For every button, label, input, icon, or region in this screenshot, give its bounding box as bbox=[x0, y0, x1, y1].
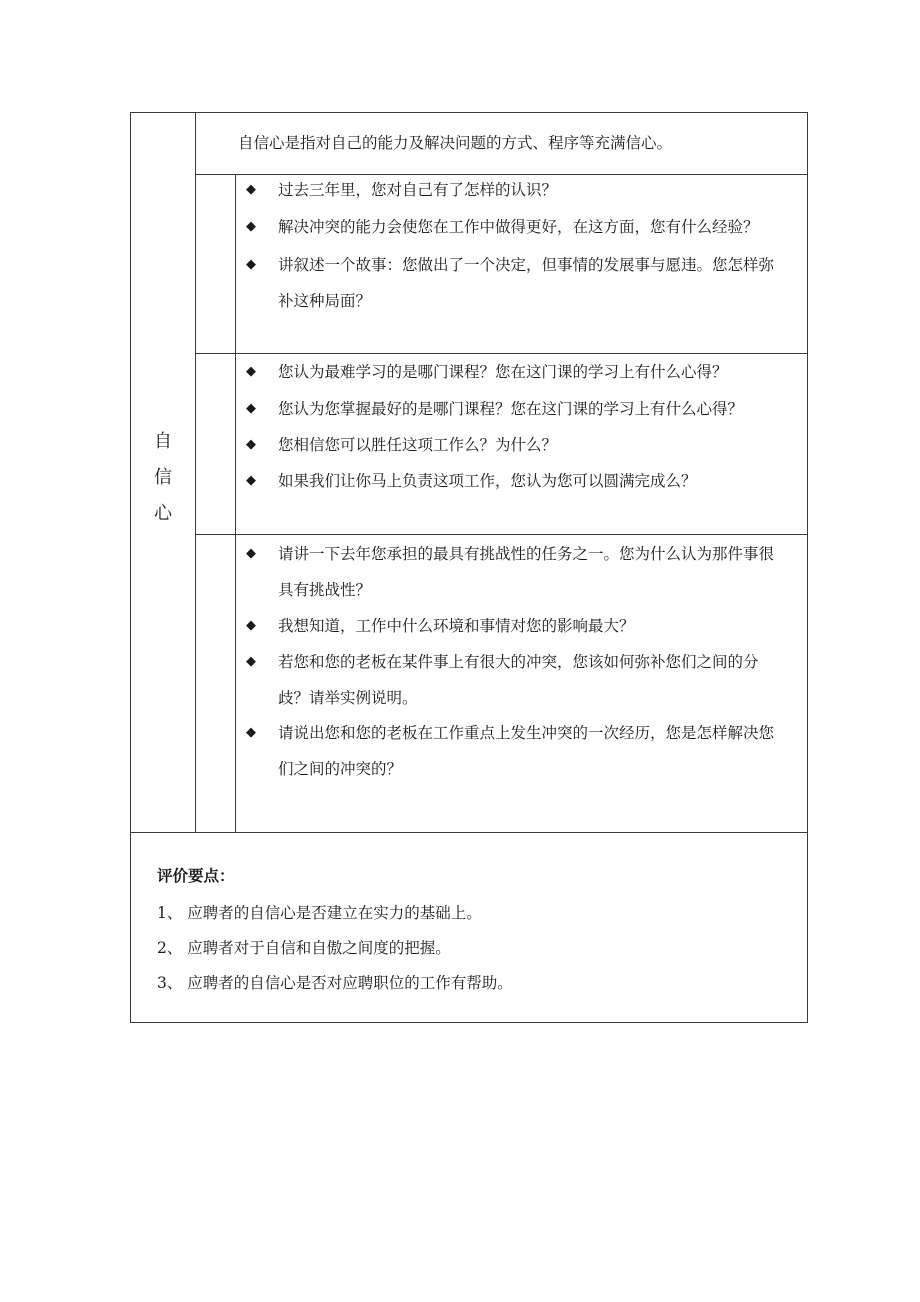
evaluation-point: 3、 应聘者的自信心是否对应聘职位的工作有帮助。 bbox=[157, 974, 513, 992]
diamond-bullet-icon: ◆ bbox=[246, 219, 256, 234]
question-item bbox=[246, 399, 802, 427]
question-item bbox=[246, 362, 802, 390]
question-item bbox=[246, 652, 802, 716]
diamond-bullet-icon: ◆ bbox=[246, 546, 256, 561]
diamond-bullet-icon: ◆ bbox=[246, 364, 256, 379]
table-bottom-border bbox=[131, 1022, 808, 1023]
question-line: 具有挑战性？ bbox=[278, 581, 372, 599]
evaluation-point: 1、 应聘者的自信心是否建立在实力的基础上。 bbox=[157, 904, 482, 922]
question-text bbox=[278, 644, 802, 716]
definition-text: 自信心是指对自己的能力及解决问题的方式、程序等充满信心。 bbox=[238, 134, 673, 152]
category-char-1: 自 bbox=[154, 431, 172, 452]
number-column-divider bbox=[235, 174, 236, 833]
question-item bbox=[246, 544, 802, 608]
question-text bbox=[278, 354, 802, 390]
question-line: 您认为最难学习的是哪门课程？您在这门课的学习上有什么心得？ bbox=[278, 363, 728, 381]
table-top-border bbox=[131, 112, 808, 113]
diamond-bullet-icon: ◆ bbox=[246, 654, 256, 669]
question-line: 歧？请举实例说明。 bbox=[278, 689, 418, 707]
question-text bbox=[278, 391, 802, 427]
question-line: 如果我们让你马上负责这项工作，您认为您可以圆满完成么？ bbox=[278, 472, 697, 490]
question-text bbox=[278, 172, 802, 208]
question-text bbox=[278, 536, 802, 608]
diamond-bullet-icon: ◆ bbox=[246, 257, 256, 272]
diamond-bullet-icon: ◆ bbox=[246, 473, 256, 488]
question-line: 过去三年里，您对自己有了怎样的认识？ bbox=[278, 181, 558, 199]
question-text bbox=[278, 427, 802, 463]
evaluation-point: 2、 应聘者对于自信和自傲之间度的把握。 bbox=[157, 939, 451, 957]
question-item bbox=[246, 471, 802, 499]
question-text bbox=[278, 209, 802, 245]
category-char-2: 信 bbox=[154, 467, 172, 488]
questions-section-bottom-border bbox=[131, 832, 808, 833]
question-item bbox=[246, 435, 802, 463]
question-text bbox=[278, 715, 802, 787]
question-line: 您相信您可以胜任这项工作么？为什么？ bbox=[278, 436, 558, 454]
question-item bbox=[246, 723, 802, 787]
question-text bbox=[278, 247, 802, 319]
diamond-bullet-icon: ◆ bbox=[246, 618, 256, 633]
question-item bbox=[246, 255, 802, 319]
question-line: 们之间的冲突的？ bbox=[278, 760, 403, 778]
question-text bbox=[278, 608, 802, 644]
evaluation-title: 评价要点： bbox=[157, 866, 235, 885]
question-line: 请讲一下去年您承担的最具有挑战性的任务之一。您为什么认为那件事很 bbox=[278, 545, 775, 563]
table-left-border bbox=[130, 112, 131, 1023]
question-line: 解决冲突的能力会使您在工作中做得更好，在这方面，您有什么经验？ bbox=[278, 218, 759, 236]
question-line: 您认为您掌握最好的是哪门课程？您在这门课的学习上有什么心得？ bbox=[278, 400, 744, 418]
group2-bottom-border bbox=[196, 534, 808, 535]
question-item bbox=[246, 180, 802, 208]
question-line: 若您和您的老板在某件事上有很大的冲突，您该如何弥补您们之间的分 bbox=[278, 653, 759, 671]
question-item bbox=[246, 217, 802, 245]
diamond-bullet-icon: ◆ bbox=[246, 725, 256, 740]
table-right-border bbox=[807, 112, 808, 1023]
diamond-bullet-icon: ◆ bbox=[246, 401, 256, 416]
diamond-bullet-icon: ◆ bbox=[246, 182, 256, 197]
question-line: 请说出您和您的老板在工作重点上发生冲突的一次经历，您是怎样解决您 bbox=[278, 724, 775, 742]
question-item bbox=[246, 616, 802, 644]
question-line: 我想知道，工作中什么环境和事情对您的影响最大？ bbox=[278, 617, 635, 635]
category-char-3: 心 bbox=[154, 503, 172, 524]
question-line: 讲叙述一个故事：您做出了一个决定，但事情的发展事与愿违。您怎样弥 bbox=[278, 256, 775, 274]
diamond-bullet-icon: ◆ bbox=[246, 437, 256, 452]
question-line: 补这种局面？ bbox=[278, 292, 372, 310]
question-text bbox=[278, 463, 802, 499]
